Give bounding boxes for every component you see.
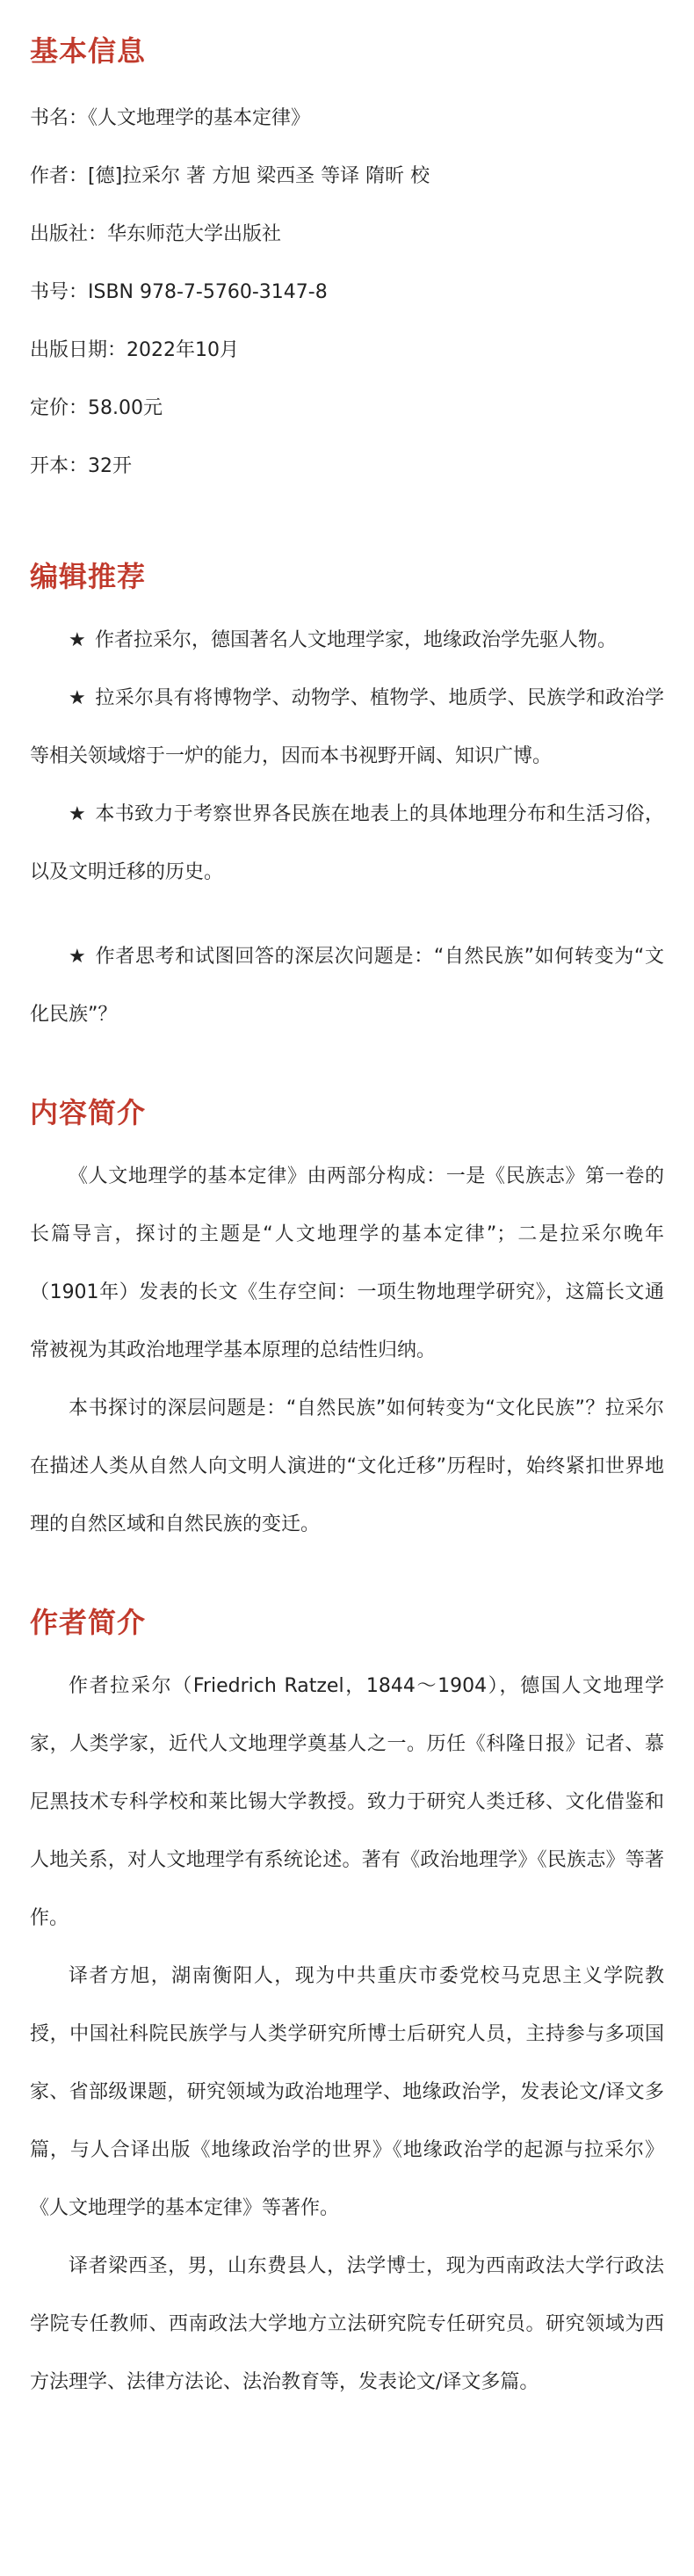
star-icon: ★ (69, 803, 86, 825)
section-gap (30, 1554, 664, 1603)
section-gap (30, 1044, 664, 1093)
content-paragraph: 《人文地理学的基本定律》由两部分构成：一是《民族志》第一卷的长篇导言，探讨的主题是“人文地理学的基本定律”；二是拉采尔晚年（1901年）发表的长文《生存空间：一项生物地理学研究》，这篇长文通常被视为其政治地理学基本原理的总结性归纳。 (30, 1165, 664, 1361)
isbn-line: 书号：ISBN 978-7-5760-3147-8 (30, 281, 328, 303)
recommend-text: 作者思考和试图回答的深层次问题是：“自然民族”如何转变为“文化民族”？ (30, 946, 664, 1026)
content-summary-section (30, 1093, 664, 1554)
author-bio-title: 作者简介 (30, 1606, 147, 1639)
content-paragraph: 本书探讨的深层问题是：“自然民族”如何转变为“文化民族”？拉采尔在描述人类从自然人向文明人演进的“文化迁移”历程时，始终紧扣世界地理的自然区域和自然民族的变迁。 (30, 1397, 664, 1535)
price-line: 定价：58.00元 (30, 397, 163, 419)
author-line: 作者：[德]拉采尔 著 方旭 梁西圣 等译 隋昕 校 (30, 165, 430, 187)
publisher-line: 出版社：华东师范大学出版社 (30, 223, 282, 245)
recommend-item (30, 670, 664, 786)
author-bio-section (30, 1603, 664, 2412)
basic-info-title: 基本信息 (30, 34, 147, 68)
recommend-item (30, 612, 664, 670)
recommend-text: 作者拉采尔，德国著名人文地理学家，地缘政治学先驱人物。 (95, 629, 618, 651)
editor-recommend-section (30, 557, 664, 1044)
recommend-item (30, 928, 664, 1044)
star-icon: ★ (69, 629, 86, 651)
translator-paragraph: 译者梁西圣，男，山东费县人，法学博士，现为西南政法大学行政法学院专任教师、西南政法大学地方立法研究院专任研究员。研究领域为西方法理学、法律方法论、法治教育等，发表论文/译文多篇。 (30, 2255, 664, 2393)
recommend-text: 本书致力于考察世界各民族在地表上的具体地理分布和生活习俗，以及文明迁移的历史。 (30, 803, 664, 883)
section-gap (30, 496, 664, 557)
recommend-item (30, 786, 664, 902)
basic-info-list (30, 90, 664, 496)
pub-date-line: 出版日期：2022年10月 (30, 339, 239, 361)
author-paragraph: 作者拉采尔（Friedrich Ratzel，1844～1904），德国人文地理学家，人类学家，近代人文地理学奠基人之一。历任《科隆日报》记者、慕尼黑技术专科学校和莱比锡大学教授。致力于研究人类迁移、文化借鉴和人地关系，对人文地理学有系统论述。著有《政治地理学》《民族志》等著作。 (30, 1675, 664, 1929)
format-line: 开本：32开 (30, 455, 132, 477)
star-icon: ★ (69, 946, 86, 968)
book-name-line: 书名：《人文地理学的基本定律》 (30, 107, 311, 129)
basic-info-section (30, 32, 664, 496)
editor-recommend-title: 编辑推荐 (30, 560, 147, 593)
content-summary-title: 内容简介 (30, 1096, 147, 1129)
star-icon: ★ (69, 687, 86, 709)
recommend-text: 拉采尔具有将博物学、动物学、植物学、地质学、民族学和政治学等相关领域熔于一炉的能力，因而本书视野开阔、知识广博。 (30, 687, 664, 767)
translator-paragraph: 译者方旭，湖南衡阳人，现为中共重庆市委党校马克思主义学院教授，中国社科院民族学与人类学研究所博士后研究人员，主持参与多项国家、省部级课题，研究领域为政治地理学、地缘政治学，发表论文/译文多篇，与人合译出版《地缘政治学的世界》《地缘政治学的起源与拉采尔》《人文地理学的基本定律》等著作。 (30, 1965, 664, 2219)
